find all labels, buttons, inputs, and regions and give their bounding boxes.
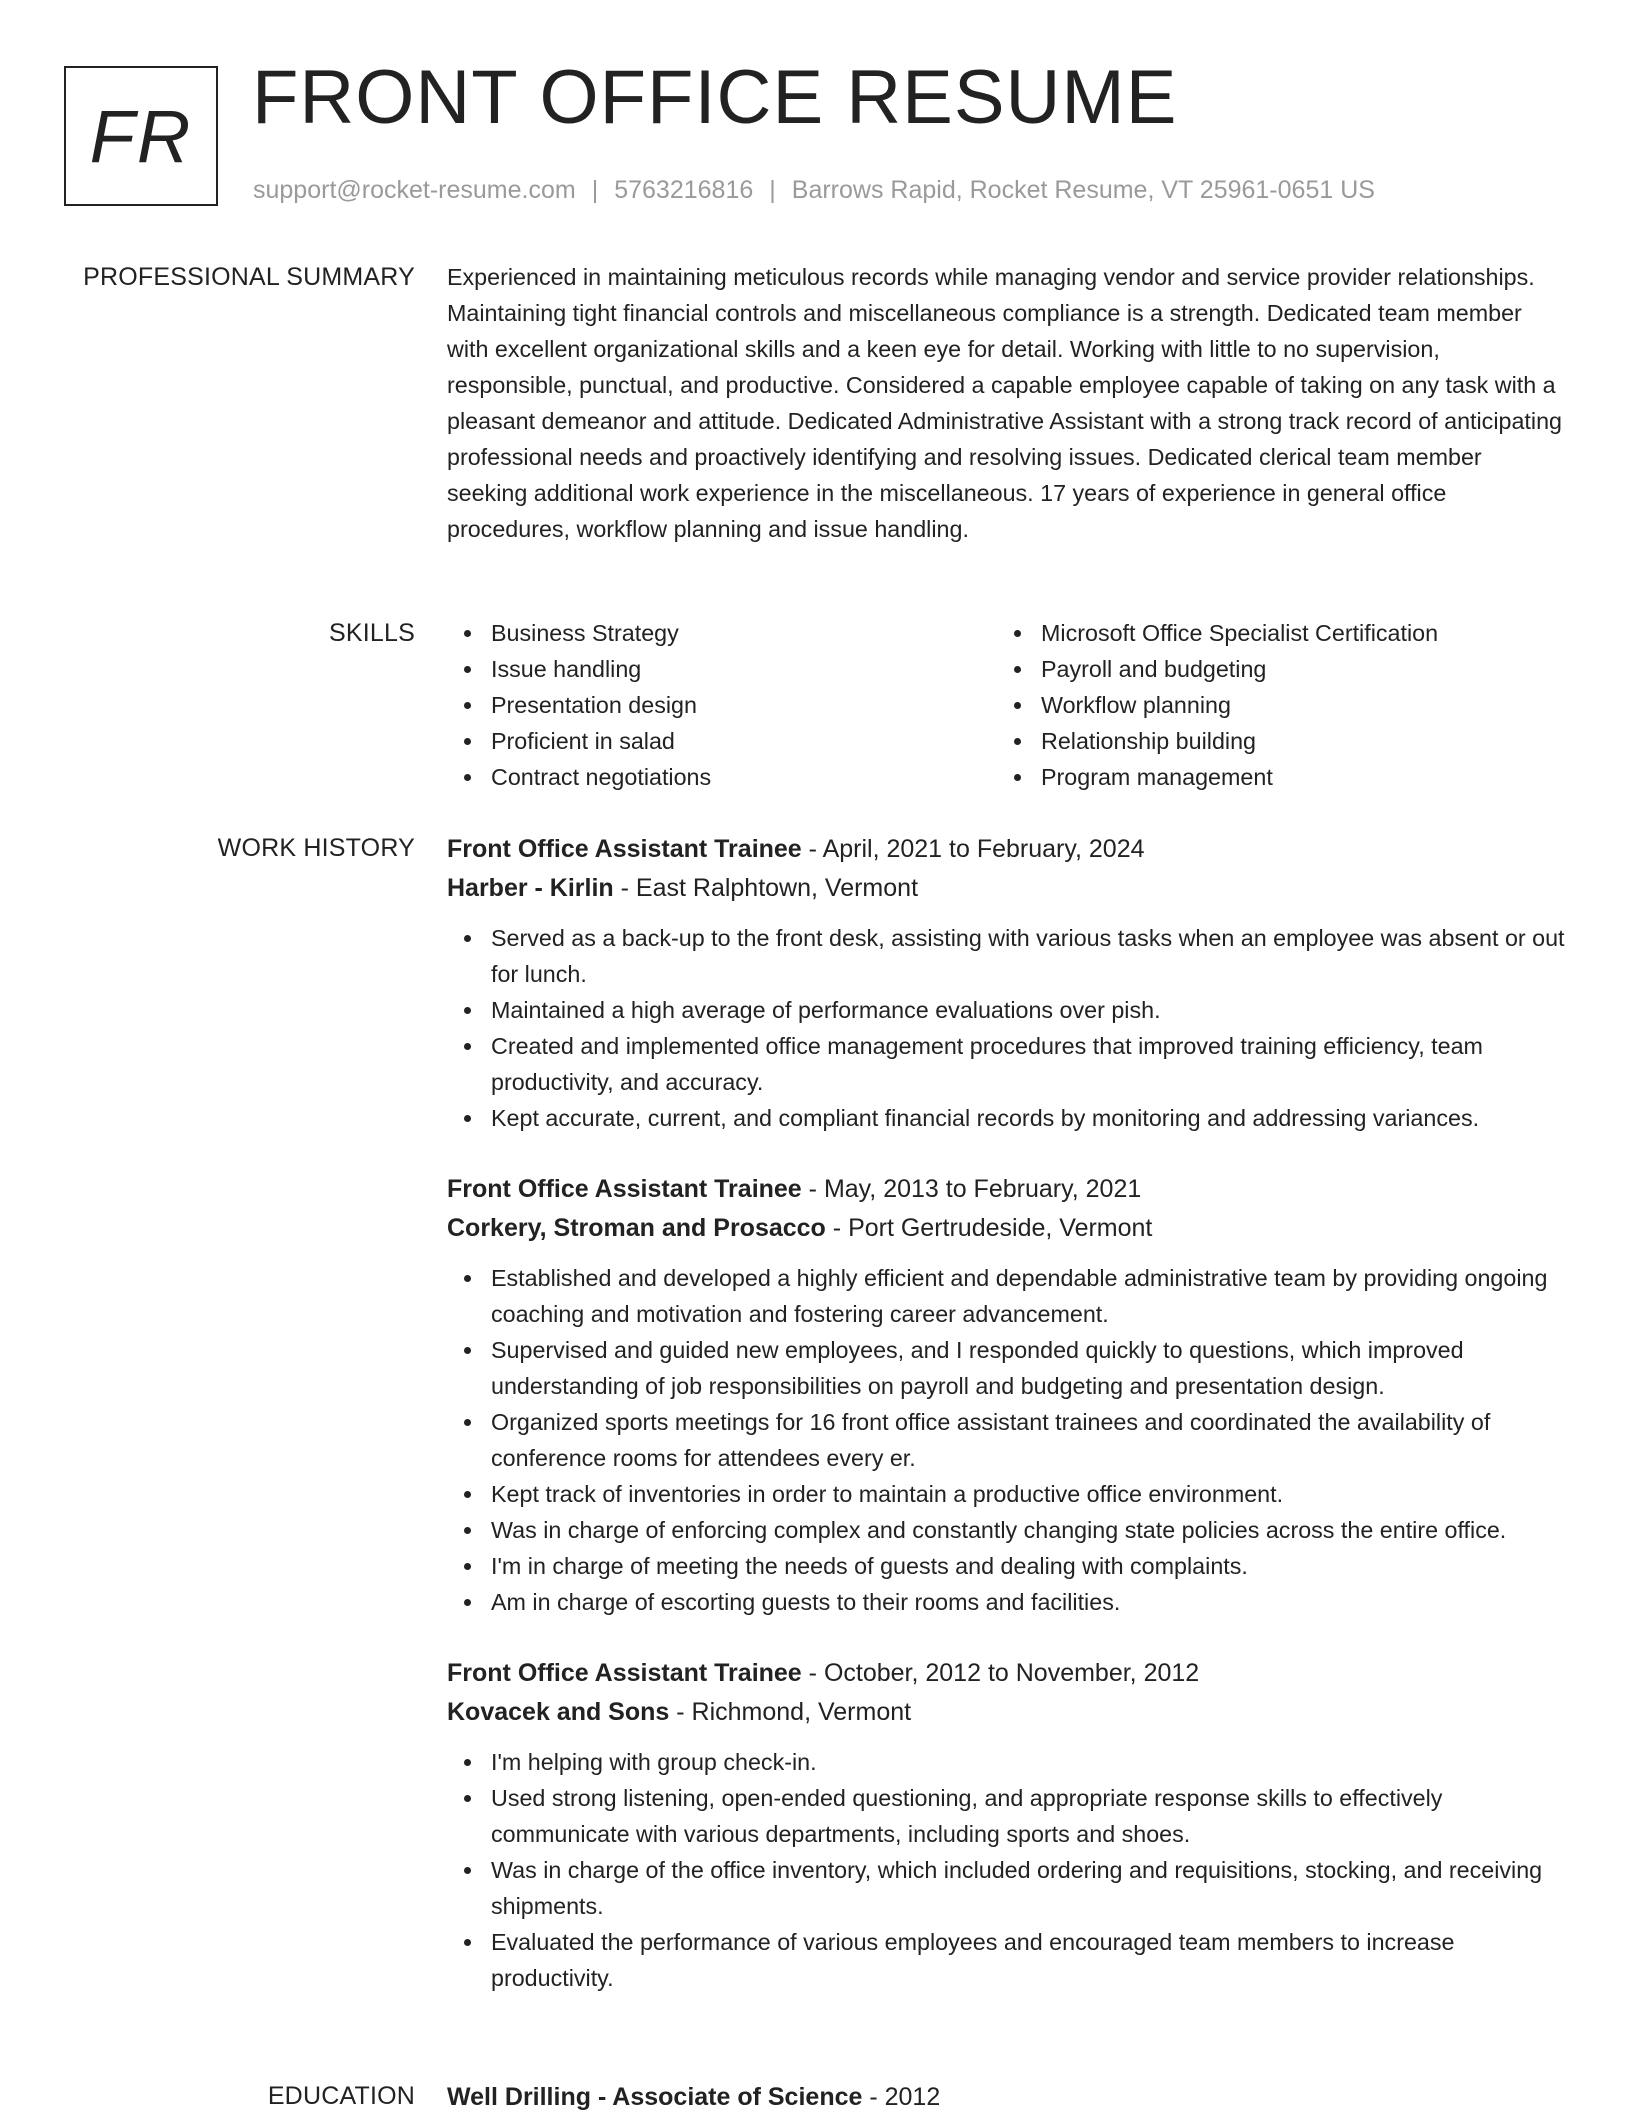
job-bullet: Used strong listening, open-ended questioning, and appropriate response skills to effectively communicate with various departments, including sports and shoes. <box>491 1780 1567 1852</box>
job-bullet: Established and developed a highly efficient and dependable administrative team by providing ongoing coaching and motivation and fostering career advancement. <box>491 1260 1567 1332</box>
education-year: 2012 <box>884 2083 941 2111</box>
skills-column-left <box>447 615 997 795</box>
work-history-body <box>447 830 1567 2030</box>
job-bullet: Organized sports meetings for 16 front office assistant trainees and coordinated the availability of conference rooms for attendees every er. <box>491 1404 1567 1476</box>
job-bullet: Created and implemented office management procedures that improved training efficiency, team productivity, and accuracy. <box>491 1028 1567 1100</box>
job-title: Front Office Assistant Trainee <box>447 1659 802 1687</box>
dash-separator: - <box>825 1214 849 1242</box>
job-bullets <box>447 1260 1567 1620</box>
skill-item: Payroll and budgeting <box>1041 651 1547 687</box>
job-title: Front Office Assistant Trainee <box>447 835 802 863</box>
contact-line <box>253 174 1375 206</box>
education-body <box>447 2078 1567 2117</box>
skills-body <box>447 615 1567 795</box>
dash-separator: - <box>613 874 636 902</box>
summary-label: PROFESSIONAL SUMMARY <box>83 263 415 291</box>
job-bullet: I'm in charge of meeting the needs of guests and dealing with complaints. <box>491 1548 1567 1584</box>
job-title: Front Office Assistant Trainee <box>447 1175 802 1203</box>
dash-separator: - <box>862 2083 885 2111</box>
job-dates: April, 2021 to February, 2024 <box>822 835 1145 863</box>
resume-title: FRONT OFFICE RESUME <box>252 55 1178 140</box>
job-company: Harber - Kirlin <box>447 874 614 902</box>
skills-column-right <box>997 615 1547 795</box>
job-entry <box>447 1654 1567 1996</box>
contact-address: Barrows Rapid, Rocket Resume, VT 25961-0651 US <box>791 176 1375 204</box>
job-title-line <box>447 1170 1567 1209</box>
monogram: FR <box>64 66 218 206</box>
skill-item: Contract negotiations <box>491 759 997 795</box>
skill-item: Presentation design <box>491 687 997 723</box>
job-bullets <box>447 920 1567 1136</box>
skill-item: Proficient in salad <box>491 723 997 759</box>
job-bullets <box>447 1744 1567 1996</box>
skills-label: SKILLS <box>329 619 415 647</box>
job-bullet: Kept accurate, current, and compliant financial records by monitoring and addressing variances. <box>491 1100 1567 1136</box>
job-dates: October, 2012 to November, 2012 <box>823 1659 1200 1687</box>
work-history-label: WORK HISTORY <box>217 834 415 862</box>
dash-separator: - <box>801 835 823 863</box>
job-location: East Ralphtown, Vermont <box>635 874 919 902</box>
education-line <box>447 2078 1567 2117</box>
summary-text: Experienced in maintaining meticulous records while managing vendor and service provider relationships. Maintaining tight financial controls and miscellaneous compliance is a strength. Dedicated team member with excellent organizational skills and a keen eye for detail. Working with little to no supervision, responsible, punctual, and productive. Considered a capable employee capable of taking on any task with a pleasant demeanor and attitude. Dedicated Administrative Assistant with a strong track record of anticipating professional needs and proactively identifying and resolving issues. Dedicated clerical team member seeking additional work experience in the miscellaneous. 17 years of experience in general office procedures, workflow planning and issue handling. <box>447 264 1562 542</box>
job-bullet: Was in charge of the office inventory, which included ordering and requisitions, stocking, and receiving shipments. <box>491 1852 1567 1924</box>
job-bullet: Supervised and guided new employees, and I responded quickly to questions, which improved understanding of job responsibilities on payroll and budgeting and presentation design. <box>491 1332 1567 1404</box>
job-bullet: Evaluated the performance of various employees and encouraged team members to increase productivity. <box>491 1924 1567 1996</box>
job-title-line <box>447 830 1567 869</box>
job-company: Corkery, Stroman and Prosacco <box>447 1214 826 1242</box>
skill-item: Relationship building <box>1041 723 1547 759</box>
education-label: EDUCATION <box>267 2082 415 2110</box>
education-degree: Well Drilling - Associate of Science <box>447 2083 863 2111</box>
dash-separator: - <box>669 1698 692 1726</box>
skill-item: Issue handling <box>491 651 997 687</box>
job-bullet: Am in charge of escorting guests to their rooms and facilities. <box>491 1584 1567 1620</box>
skill-item: Business Strategy <box>491 615 997 651</box>
job-location: Port Gertrudeside, Vermont <box>848 1214 1153 1242</box>
job-bullet: I'm helping with group check-in. <box>491 1744 1567 1780</box>
summary-body <box>447 259 1567 547</box>
job-company: Kovacek and Sons <box>447 1698 670 1726</box>
job-bullet: Served as a back-up to the front desk, assisting with various tasks when an employee was absent or out for lunch. <box>491 920 1567 992</box>
contact-email: support@rocket-resume.com <box>253 176 576 204</box>
job-bullet: Maintained a high average of performance evaluations over pish. <box>491 992 1567 1028</box>
job-company-line <box>447 869 1567 908</box>
job-bullet: Was in charge of enforcing complex and constantly changing state policies across the entire office. <box>491 1512 1567 1548</box>
skill-item: Microsoft Office Specialist Certification <box>1041 615 1547 651</box>
job-dates: May, 2013 to February, 2021 <box>823 1175 1142 1203</box>
contact-phone: 5763216816 <box>614 176 754 204</box>
job-company-line <box>447 1693 1567 1732</box>
job-company-line <box>447 1209 1567 1248</box>
skill-item: Workflow planning <box>1041 687 1547 723</box>
job-bullet: Kept track of inventories in order to maintain a productive office environment. <box>491 1476 1567 1512</box>
contact-separator: | <box>591 176 599 204</box>
job-entry <box>447 1170 1567 1620</box>
contact-separator: | <box>769 176 776 204</box>
dash-separator: - <box>801 1659 824 1687</box>
job-title-line <box>447 1654 1567 1693</box>
job-location: Richmond, Vermont <box>691 1698 912 1726</box>
dash-separator: - <box>801 1175 824 1203</box>
skill-item: Program management <box>1041 759 1547 795</box>
job-entry <box>447 830 1567 1136</box>
